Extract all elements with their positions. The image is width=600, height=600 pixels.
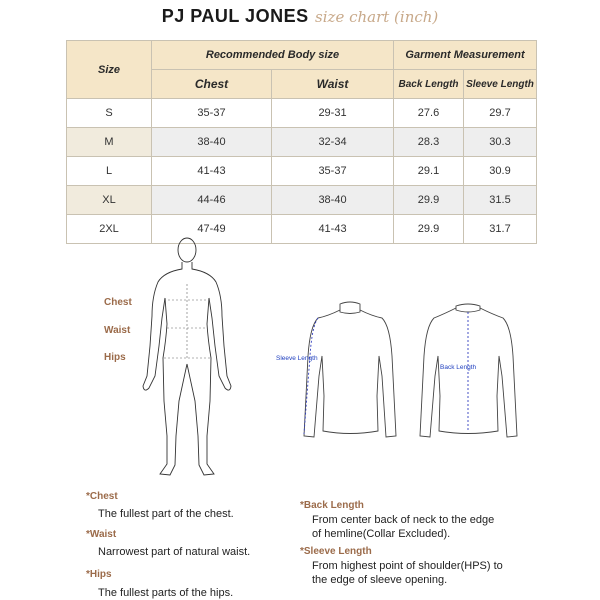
table-row xyxy=(67,99,537,128)
note-sleeve-text-1: From highest point of shoulder(HPS) to xyxy=(312,560,503,572)
cell-waist: 35-37 xyxy=(272,157,394,186)
back-length-label: Back Length xyxy=(440,364,477,371)
table-row xyxy=(67,128,537,157)
note-chest-title: *Chest xyxy=(86,491,118,502)
col-back-length: Back Length xyxy=(394,70,464,99)
cell-back: 29.9 xyxy=(394,186,464,215)
body-label-chest: Chest xyxy=(104,297,132,308)
note-sleeve-text-2: the edge of sleeve opening. xyxy=(312,574,448,586)
cell-size: L xyxy=(67,157,152,186)
note-back-text-2: of hemline(Collar Excluded). xyxy=(312,528,451,540)
table-row xyxy=(67,186,537,215)
chart-title xyxy=(0,6,600,27)
note-waist-title: *Waist xyxy=(86,529,117,540)
body-figure-icon xyxy=(130,236,260,486)
note-hips-text: The fullest parts of the hips. xyxy=(98,587,234,599)
note-hips-title: *Hips xyxy=(86,569,112,580)
cell-sleeve: 31.5 xyxy=(464,186,537,215)
cell-size: S xyxy=(67,99,152,128)
chart-subtitle: size chart (inch) xyxy=(315,8,439,26)
cell-back: 29.1 xyxy=(394,157,464,186)
cell-back: 28.3 xyxy=(394,128,464,157)
shirt-front-icon xyxy=(292,296,412,444)
group-garment-measurement: Garment Measurement xyxy=(394,41,537,70)
cell-chest: 44-46 xyxy=(152,186,272,215)
cell-chest: 35-37 xyxy=(152,99,272,128)
size-table xyxy=(66,40,537,244)
col-sleeve-length: Sleeve Length xyxy=(464,70,537,99)
col-waist: Waist xyxy=(272,70,394,99)
cell-chest: 38-40 xyxy=(152,128,272,157)
sleeve-length-label: Sleeve Length xyxy=(276,355,318,362)
note-back-text-1: From center back of neck to the edge xyxy=(312,514,495,526)
table-row xyxy=(67,157,537,186)
cell-sleeve: 30.3 xyxy=(464,128,537,157)
cell-size: XL xyxy=(67,186,152,215)
brand-name: PJ PAUL JONES xyxy=(161,6,309,26)
cell-sleeve: 31.7 xyxy=(464,215,537,244)
cell-waist: 38-40 xyxy=(272,186,394,215)
group-recommended-body-size: Recommended Body size xyxy=(152,41,394,70)
body-label-hips: Hips xyxy=(104,352,126,363)
cell-back: 27.6 xyxy=(394,99,464,128)
cell-waist: 29-31 xyxy=(272,99,394,128)
cell-sleeve: 30.9 xyxy=(464,157,537,186)
note-chest-text: The fullest part of the chest. xyxy=(98,508,234,520)
body-label-waist: Waist xyxy=(104,325,131,336)
note-waist-text: Narrowest part of natural waist. xyxy=(98,546,251,558)
col-chest: Chest xyxy=(152,70,272,99)
note-back-title: *Back Length xyxy=(300,500,364,511)
cell-waist: 32-34 xyxy=(272,128,394,157)
size-header: Size xyxy=(67,41,152,99)
cell-chest: 47-49 xyxy=(152,215,272,244)
cell-chest: 41-43 xyxy=(152,157,272,186)
cell-size: 2XL xyxy=(67,215,152,244)
cell-waist: 41-43 xyxy=(272,215,394,244)
cell-sleeve: 29.7 xyxy=(464,99,537,128)
note-sleeve-title: *Sleeve Length xyxy=(300,546,372,557)
cell-size: M xyxy=(67,128,152,157)
cell-back: 29.9 xyxy=(394,215,464,244)
